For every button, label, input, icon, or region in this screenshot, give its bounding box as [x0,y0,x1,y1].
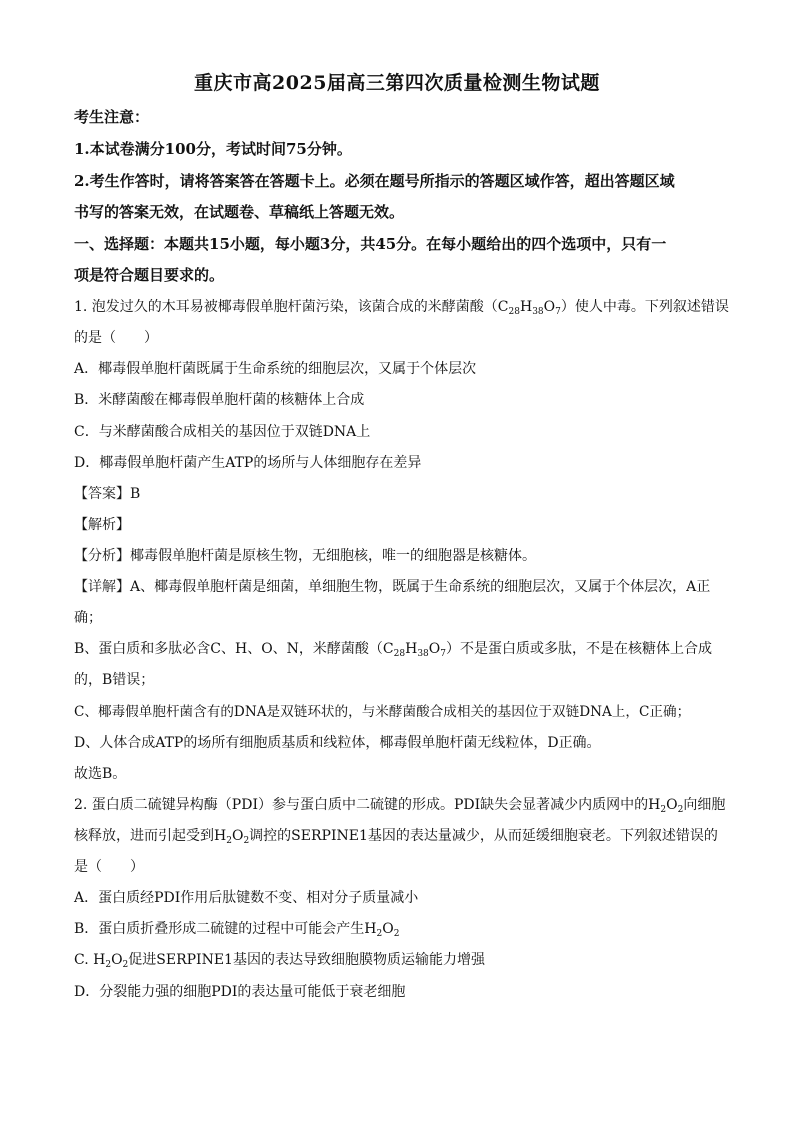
q2-stem-end: 是（ ） [74,859,144,875]
q2-stem-cont: 核释放，进而引起受到$H_2O_2$调控的SERPINE1基因的表达量减少，从而延缓细胞衰老。下列叙述错误的 [74,828,718,846]
q1-xiangjie-d: D、人体合成ATP的场所有细胞质基质和线粒体，椰毒假单胞杆菌无线粒体，D正确。 [74,735,601,751]
q1-xiangjie-a: 【详解】A、椰毒假单胞杆菌是细菌，单细胞生物，既属于生命系统的细胞层次，又属于个体层次，A正 [74,579,711,595]
q2-option-c: C. $H_2O_2$促进SERPINE1基因的表达导致细胞膜物质运输能力增强 [74,952,485,970]
q1-option-c: C．与米酵菌酸合成相关的基因位于双链DNA上 [74,424,371,440]
q1-fenxi: 【分析】椰毒假单胞杆菌是原核生物，无细胞核，唯一的细胞器是核糖体。 [74,548,536,564]
q1-xiangjie-a-cont: 确； [74,610,102,626]
q1-option-d: D．椰毒假单胞杆菌产生ATP的场所与人体细胞存在差异 [74,455,422,471]
q2-option-b: B．蛋白质折叠形成二硫键的过程中可能会产生$H_2O_2$ [74,921,400,939]
page-title: 重庆市高2025届高三第四次质量检测生物试题 [194,72,600,94]
q1-option-b: B．米酵菌酸在椰毒假单胞杆菌的核糖体上合成 [74,392,365,408]
q2-option-a: A．蛋白质经PDI作用后肽键数不变、相对分子质量减小 [74,890,419,906]
q1-xiangjie-b-cont: 的，B错误； [74,672,155,688]
notice-item-1: 1.本试卷满分100分，考试时间75分钟。 [74,140,352,158]
q2-option-d: D．分裂能力强的细胞PDI的表达量可能低于衰老细胞 [74,984,406,1000]
notice-item-2: 2.考生作答时，请将答案答在答题卡上。必须在题号所指示的答题区域作答，超出答题区域 [74,172,675,190]
q1-analysis-heading: 【解析】 [74,517,130,533]
q1-option-a: A．椰毒假单胞杆菌既属于生命系统的细胞层次，又属于个体层次 [74,361,477,377]
section-heading: 一、选择题：本题共15小题，每小题3分，共45分。在每小题给出的四个选项中，只有一 [74,235,667,253]
section-heading-cont: 项是符合题目要求的。 [74,266,225,284]
q1-answer: 【答案】B [74,486,141,502]
notice-heading: 考生注意： [74,108,150,126]
q1-xiangjie-b: B、蛋白质和多肽必含C、H、O、N，米酵菌酸$(C_{28}H_{38}O_7)$不是蛋白质或多肽，不是在核糖体上合成 [74,641,712,659]
q1-stem: 1. 泡发过久的木耳易被椰毒假单胞杆菌污染，该菌合成的米酵菌酸$(C_{28}H_{38}O_7)$使人中毒。下列叙述错误 [74,299,729,317]
notice-item-2-cont: 书写的答案无效，在试题卷、草稿纸上答题无效。 [74,203,405,221]
q2-stem: 2. 蛋白质二硫键异构酶（PDI）参与蛋白质中二硫键的形成。PDI缺失会显著减少内质网中的$H_2O_2$向细胞 [74,797,726,815]
q1-stem-cont: 的是（ ） [74,330,158,346]
q1-conclusion: 故选B。 [74,766,127,782]
q1-xiangjie-c: C、椰毒假单胞杆菌含有的DNA是双链环状的，与米酵菌酸合成相关的基因位于双链DNA上，C正确； [74,704,691,720]
